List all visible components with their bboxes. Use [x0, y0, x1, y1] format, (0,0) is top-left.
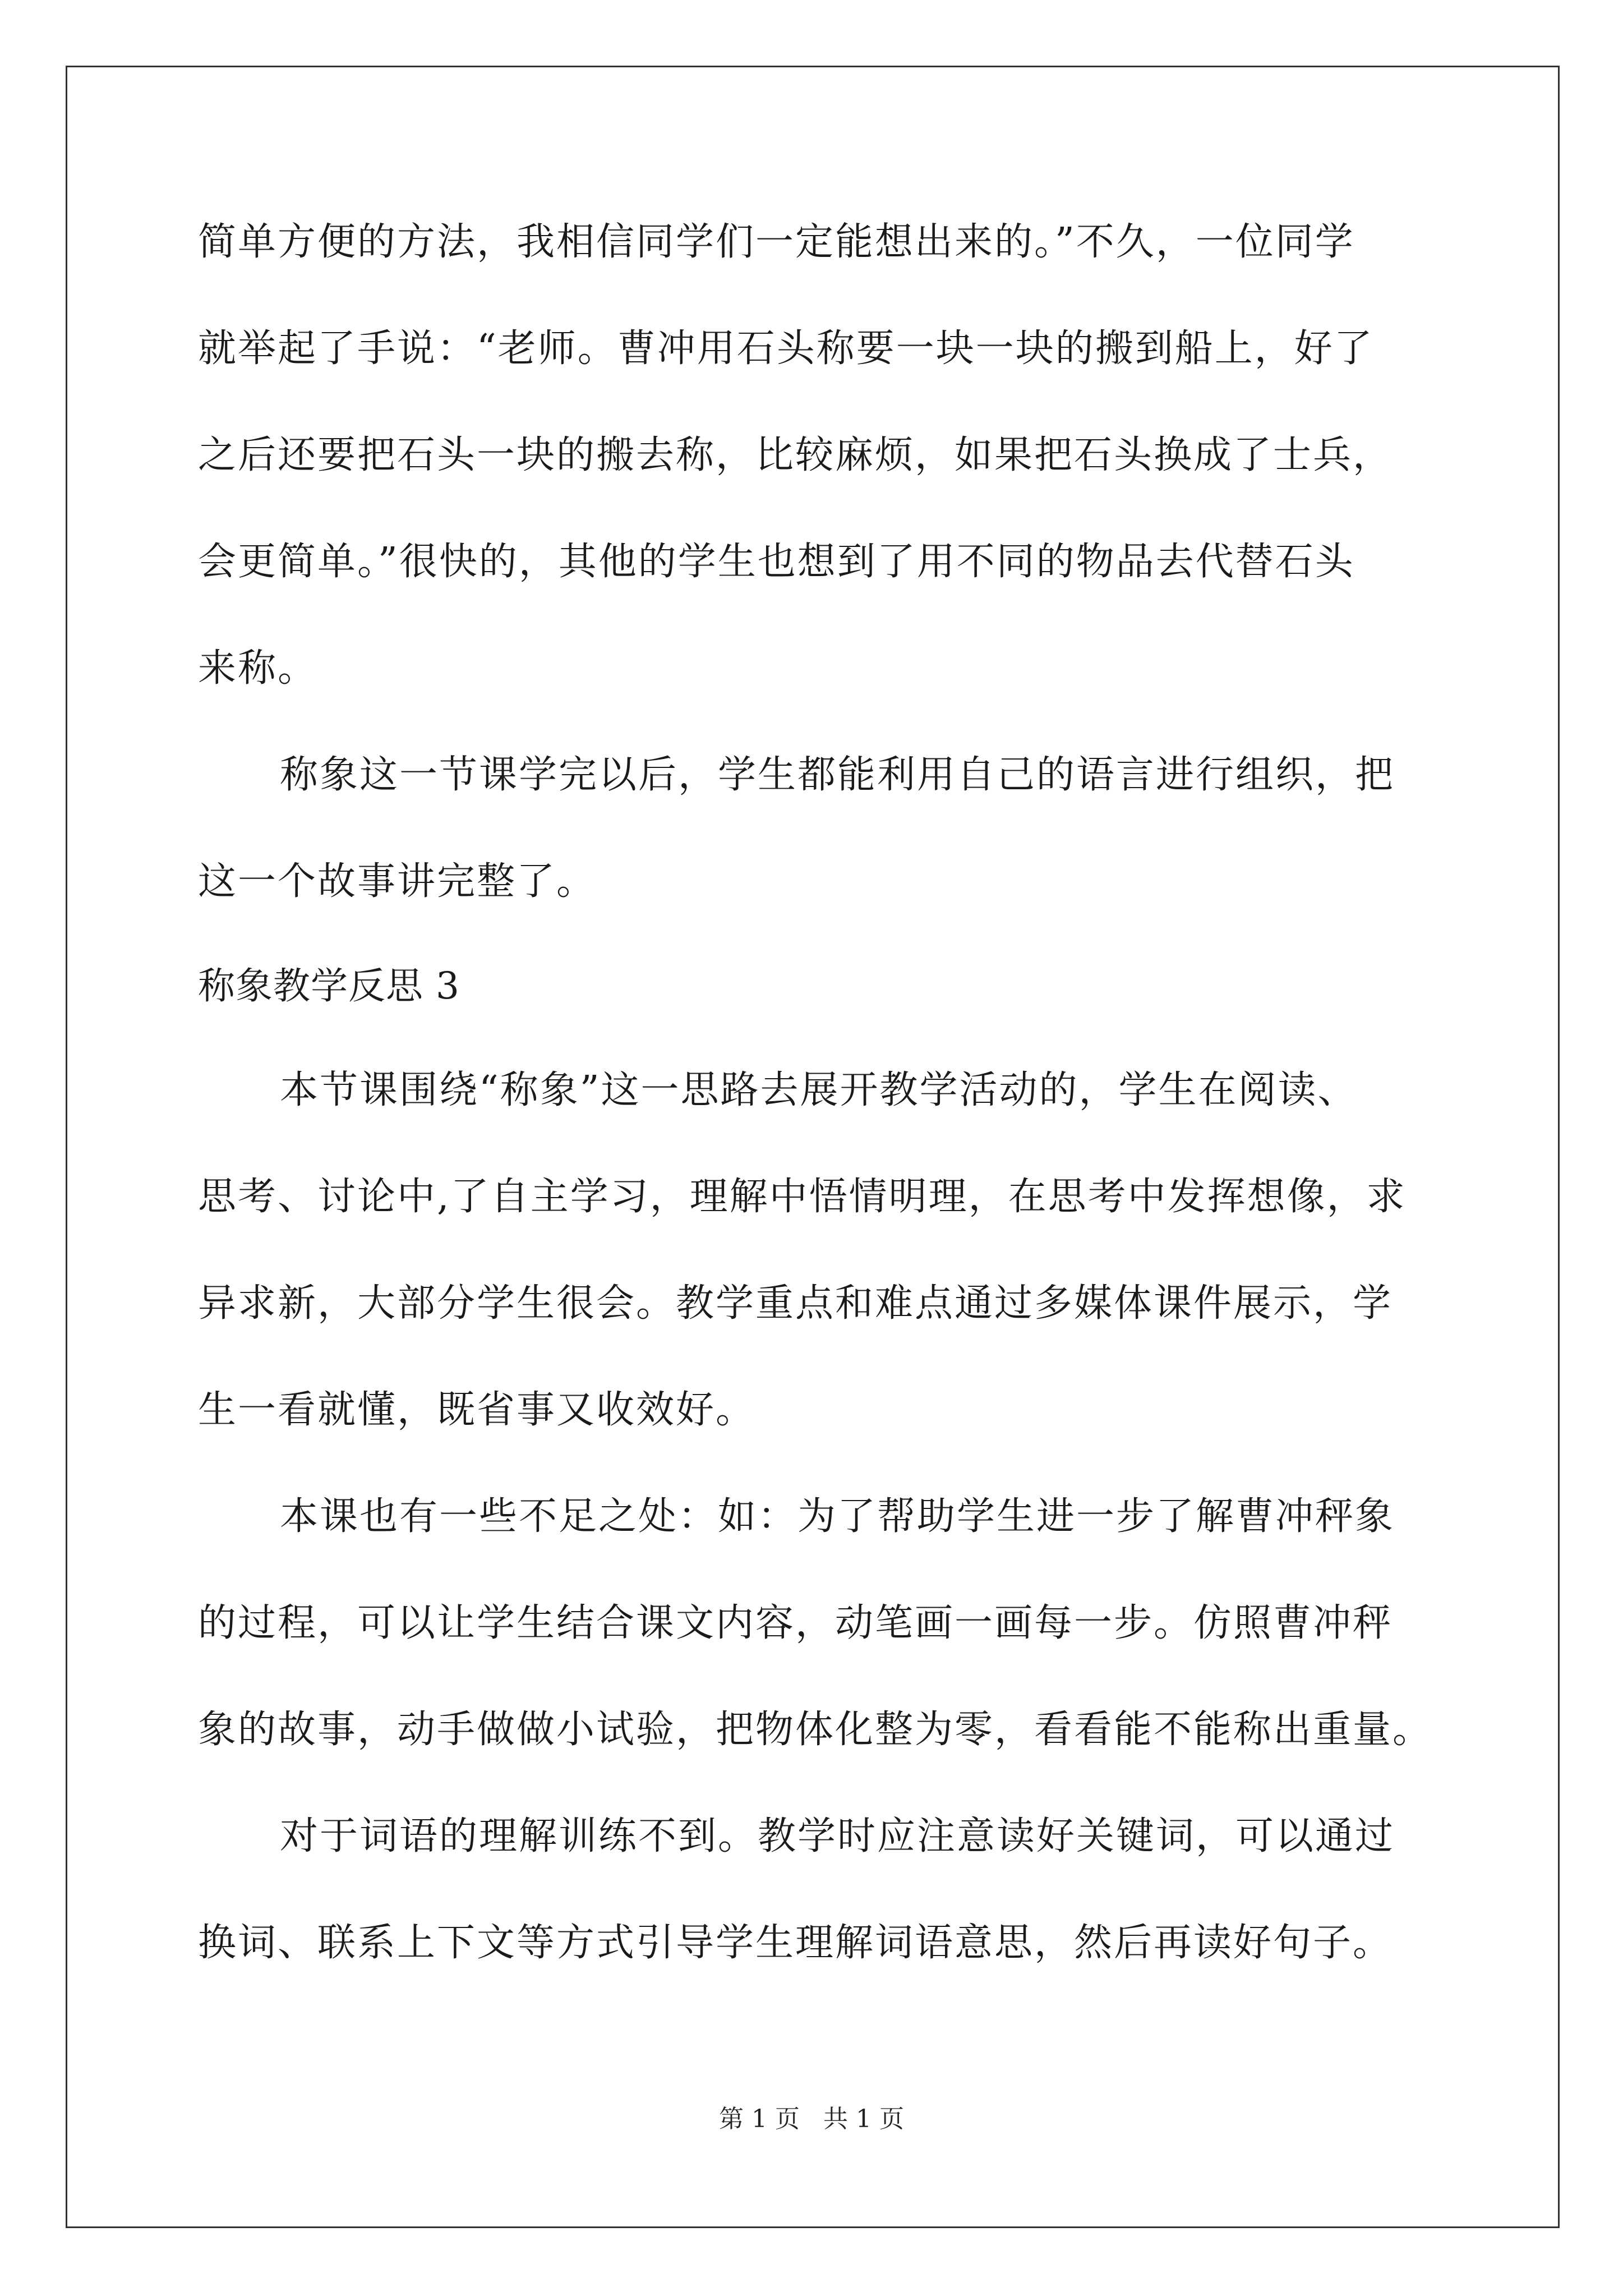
text-line: 就举起了手说：“老师。曹冲用石头称要一块一块的搬到船上，好了	[198, 326, 1374, 371]
page-number-footer: 第 1 页 共 1 页	[719, 2105, 904, 2133]
text-line: 生一看就懂，既省事又收效好。	[198, 1388, 756, 1432]
text-line: 本节课围绕“称象”这一思路去展开教学活动的，学生在阅读、	[280, 1068, 1358, 1112]
paragraph	[198, 1810, 1443, 1970]
text-line: 换词、联系上下文等方式引导学生理解词语意思，然后再读好句子。	[198, 1921, 1393, 1965]
text-line: 象的故事，动手做做小试验，把物体化整为零，看看能不能称出重量。	[198, 1708, 1433, 1752]
text-line: 这一个故事讲完整了。	[198, 859, 597, 904]
text-line: 之后还要把石头一块的搬去称，比较麻烦，如果把石头换成了士兵，	[198, 433, 1393, 477]
paragraph	[198, 216, 1443, 695]
paragraph	[198, 749, 1443, 908]
text-line: 的过程，可以让学生结合课文内容，动笔画一画每一步。仿照曹冲秤	[198, 1601, 1393, 1645]
paragraph	[198, 1490, 1443, 1756]
text-line: 简单方便的方法，我相信同学们一定能想出来的。”不久，一位同学	[198, 220, 1355, 264]
text-line: 思考、讨论中,了自主学习，理解中悟情明理，在思考中发挥想像，求	[198, 1175, 1407, 1219]
text-line: 来称。	[198, 646, 318, 691]
paragraph	[198, 1064, 1443, 1437]
text-line: 会更简单。”很快的，其他的学生也想到了用不同的物品去代替石头	[198, 540, 1355, 584]
text-line: 称象这一节课学完以后，学生都能利用自己的语言进行组织，把	[280, 753, 1395, 797]
text-line: 异求新，大部分学生很会。教学重点和难点通过多媒体课件展示，学	[198, 1281, 1393, 1326]
section-heading: 称象教学反思 3	[198, 964, 460, 1007]
text-line: 本课也有一些不足之处：如：为了帮助学生进一步了解曹冲秤象	[280, 1494, 1395, 1539]
document-body	[198, 216, 1443, 1970]
text-line: 对于词语的理解训练不到。教学时应注意读好关键词，可以通过	[280, 1814, 1395, 1858]
